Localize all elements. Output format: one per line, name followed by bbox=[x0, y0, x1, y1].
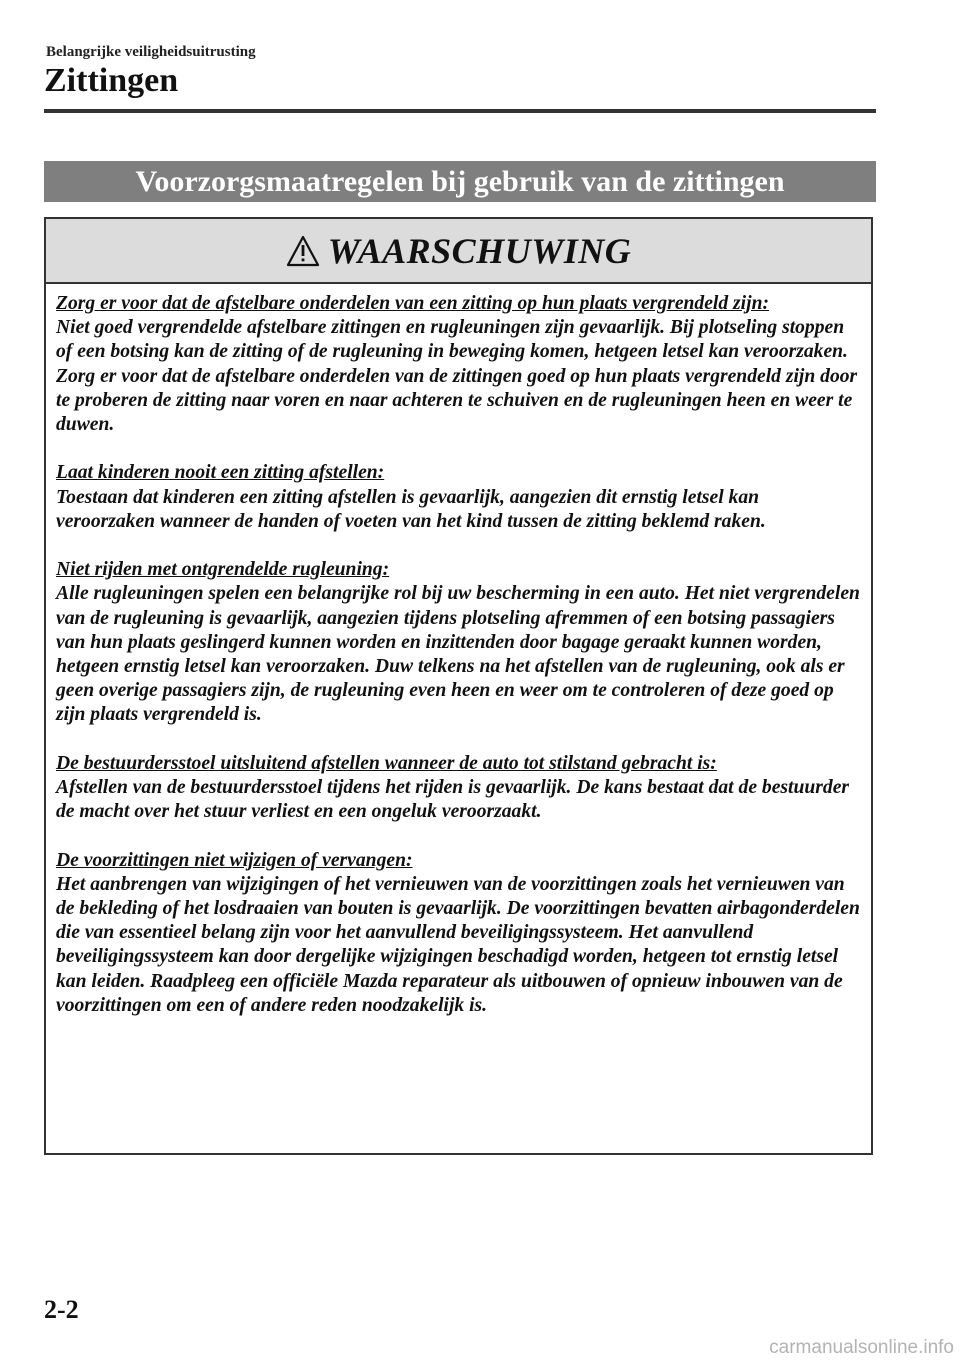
warning-header bbox=[46, 219, 871, 284]
paragraph-text: Het aanbrengen van wijzigingen of het vernieuwen van de voorzittingen zoals het vernieuwen van de bekleding of het losdraaien van bouten is gevaarlijk. De voorzittingen bevatten airbagonderdelen die van essentieel belang zijn voor het aanvullend beveiligingssysteem. Het aanvullend beveiligingssysteem kan door dergelijke wijzigingen beschadigd worden, hetgeen tot ernstig letsel kan leiden. Raadpleeg een officiële Mazda reparateur als uitbouwen of opnieuw inbouwen van de voorzittingen om een of andere reden noodzakelijk is. bbox=[56, 873, 860, 1016]
paragraph-heading: De bestuurdersstoel uitsluitend afstellen wanneer de auto tot stilstand gebracht is: bbox=[56, 752, 717, 774]
warning-paragraph bbox=[56, 461, 861, 534]
paragraph-text: Alle rugleuningen spelen een belangrijke rol bij uw bescherming in een auto. Het niet vergrendelen van de rugleuning is gevaarlijk, aangezien tijdens plotseling afremmen of een botsing passagiers van hun plaats geslingerd kunnen worden en inzittenden door bagage geraakt kunnen worden, hetgeen ernstig letsel kan veroorzaken. Duw telkens na het afstellen van de rugleuning, ook als er geen overige passagiers zijn, de rugleuning even heen en weer om te controleren of deze goed op zijn plaats vergrendeld is. bbox=[56, 583, 860, 726]
breadcrumb: Belangrijke veiligheidsuitrusting bbox=[46, 44, 256, 60]
paragraph-text: Toestaan dat kinderen een zitting afstellen is gevaarlijk, aangezien dit ernstig letsel kan veroorzaken wanneer de handen of voeten van het kind tussen de zitting beklemd raken. bbox=[56, 486, 766, 532]
paragraph-text: Niet goed vergrendelde afstelbare zittingen en rugleuningen zijn gevaarlijk. Bij plotseling stoppen of een botsing kan de zitting of de rugleuning in beweging komen, hetgeen letsel kan veroorzaken. Zorg er voor dat de afstelbare onderdelen van de zittingen goed op hun plaats vergrendeld zijn door te proberen de zitting naar voren en naar achteren te schuiven en de rugleuningen heen en weer te duwen. bbox=[56, 317, 858, 436]
warning-triangle-icon bbox=[286, 235, 320, 267]
warning-paragraph bbox=[56, 558, 861, 727]
site-watermark: carmanualsonline.info bbox=[769, 1337, 954, 1358]
paragraph-heading: De voorzittingen niet wijzigen of vervangen: bbox=[56, 849, 413, 871]
section-banner: Voorzorgsmaatregelen bij gebruik van de zittingen bbox=[44, 161, 876, 202]
paragraph-heading: Niet rijden met ontgrendelde rugleuning: bbox=[56, 559, 390, 581]
paragraph-heading: Laat kinderen nooit een zitting afstellen: bbox=[56, 462, 385, 484]
warning-paragraph bbox=[56, 292, 861, 437]
title-divider bbox=[44, 109, 876, 113]
paragraph-heading: Zorg er voor dat de afstelbare onderdelen van een zitting op hun plaats vergrendeld zijn: bbox=[56, 293, 769, 314]
warning-body bbox=[46, 284, 871, 1018]
warning-paragraph bbox=[56, 849, 861, 1018]
warning-title: WAARSCHUWING bbox=[327, 230, 632, 271]
page-title: Zittingen bbox=[44, 62, 179, 99]
page-number: 2-2 bbox=[44, 1295, 79, 1324]
warning-paragraph bbox=[56, 752, 861, 825]
warning-box bbox=[44, 217, 873, 1155]
paragraph-text: Afstellen van de bestuurdersstoel tijdens het rijden is gevaarlijk. De kans bestaat dat de bestuurder de macht over het stuur verliest en een ongeluk veroorzaakt. bbox=[56, 777, 850, 823]
